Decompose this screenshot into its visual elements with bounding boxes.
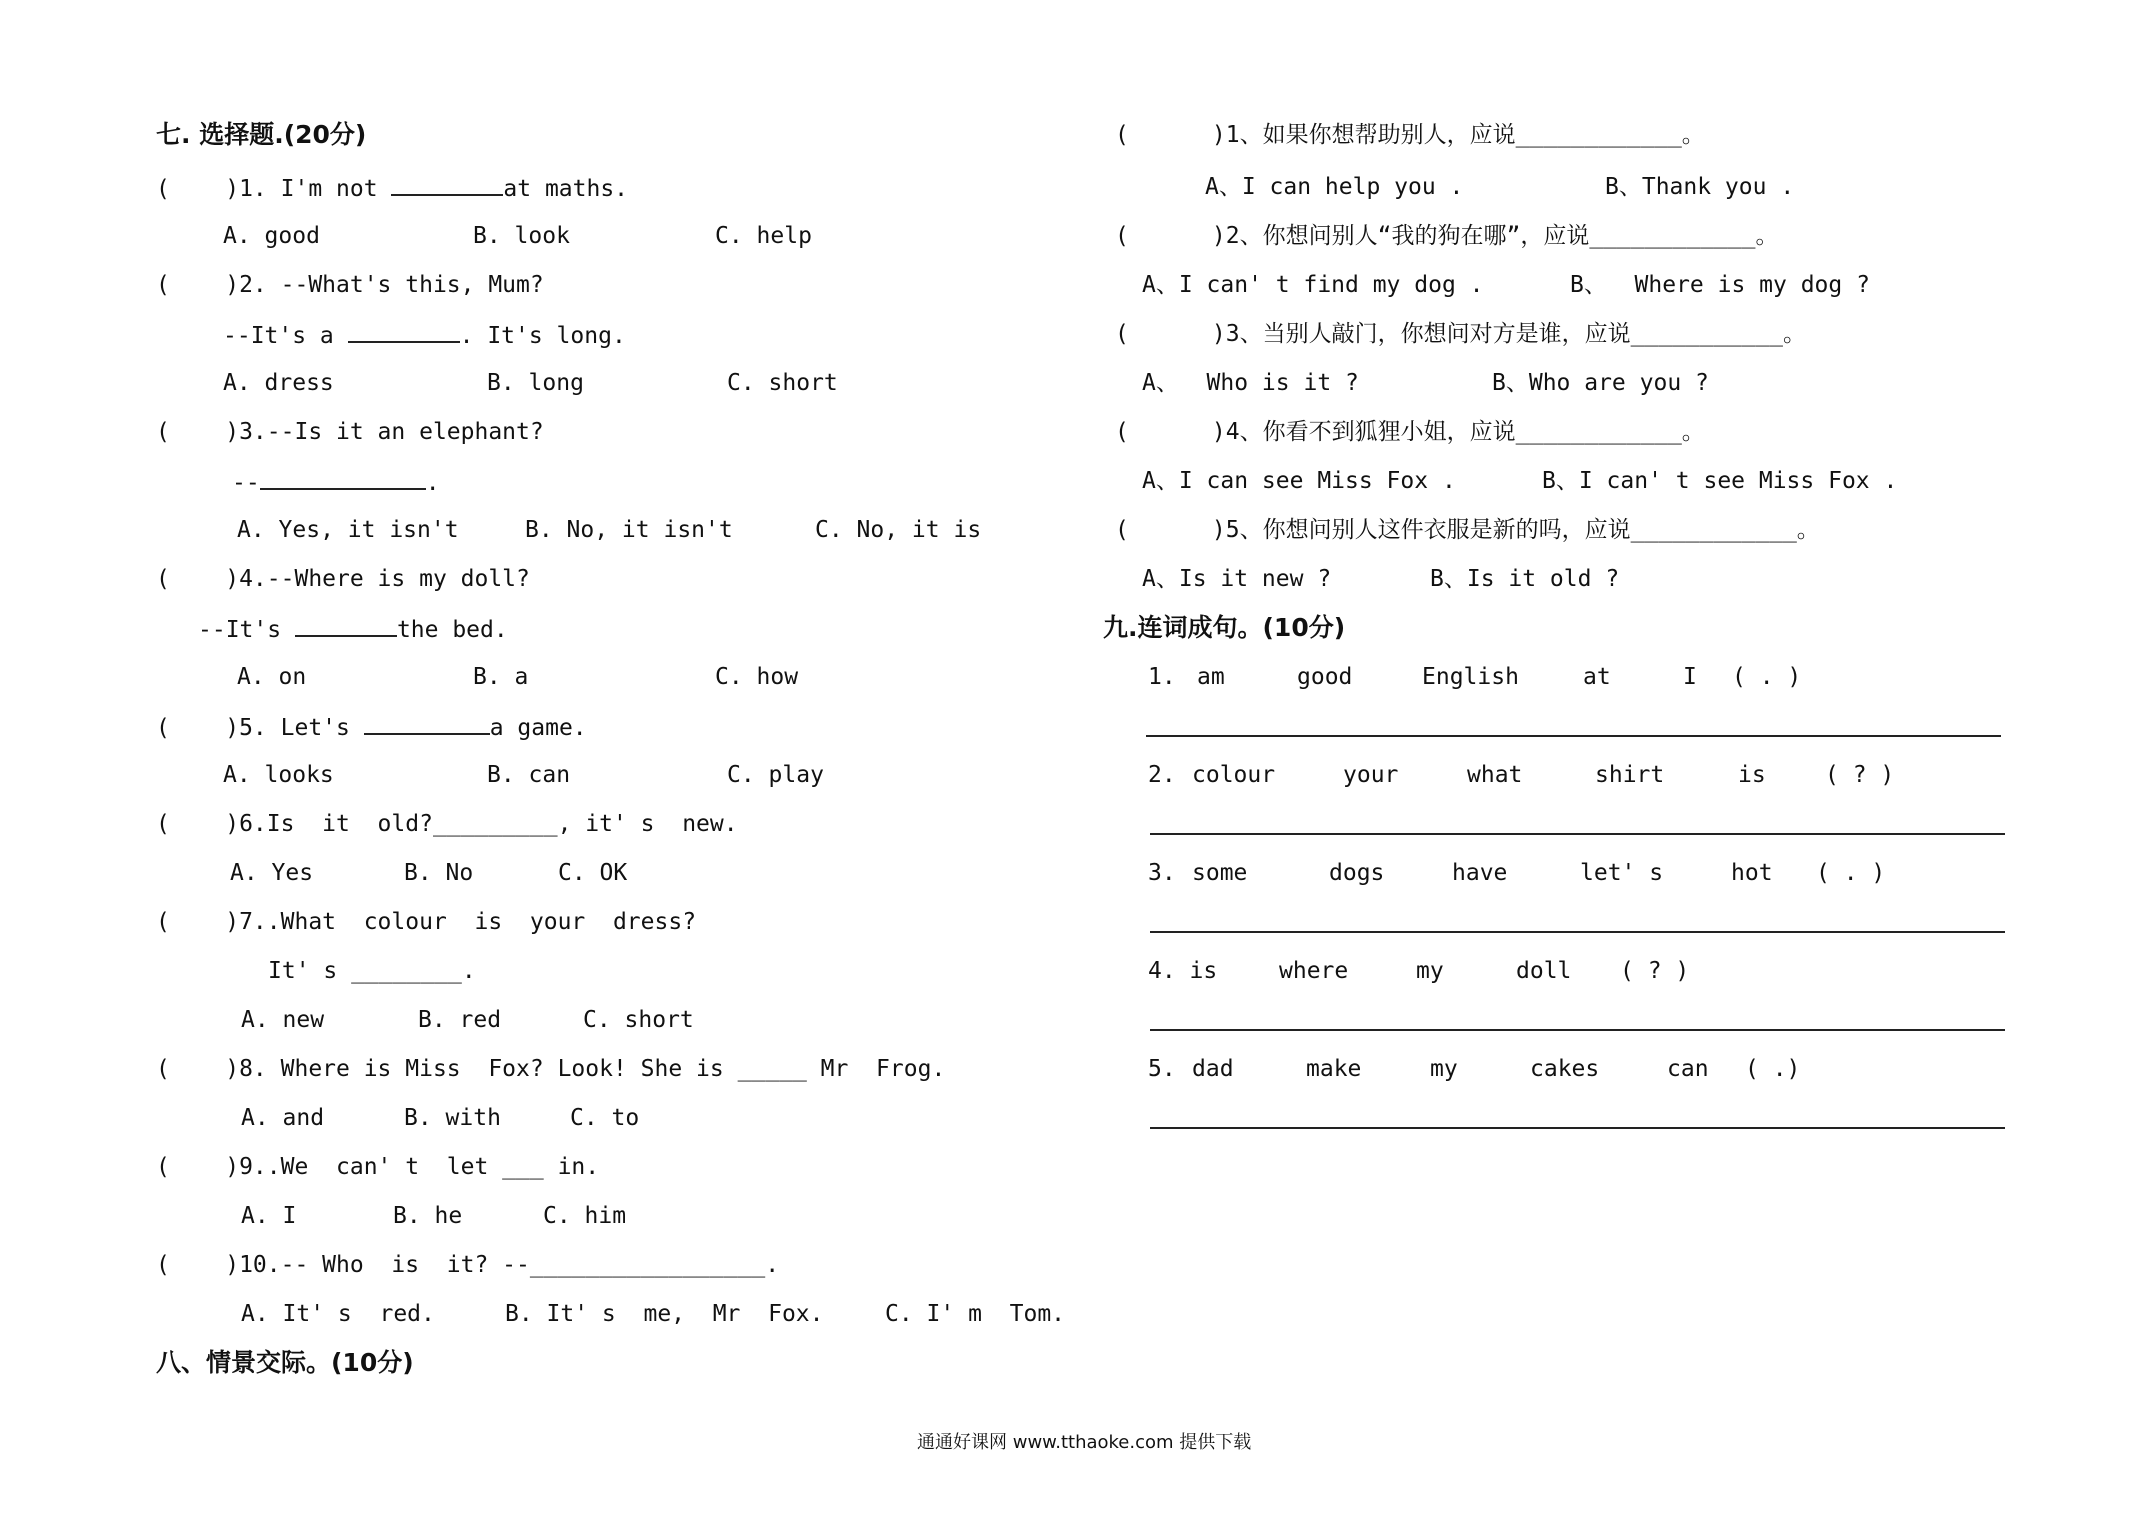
s4-option-a: A、I can see Miss Fox .: [1142, 468, 1456, 494]
s9-5-number: 5.: [1148, 1056, 1176, 1082]
s9-4-word: where: [1279, 958, 1349, 984]
s5-option-b: B、Is it old ?: [1430, 566, 1620, 592]
q9-option-a: A. I: [241, 1203, 297, 1229]
q4-option-b: B. a: [473, 664, 529, 690]
s9-4-word: my: [1416, 958, 1444, 984]
question-2: ( )2. --What's this, Mum?: [156, 272, 544, 298]
section-7-heading: 七. 选择题.(20分): [156, 120, 367, 149]
s9-2-word: your: [1343, 762, 1399, 788]
answer-blank[interactable]: [364, 711, 490, 735]
q8-option-c: C. to: [570, 1105, 640, 1131]
answer-line-1[interactable]: [1146, 735, 2001, 737]
s3-option-b: B、Who are you ?: [1492, 370, 1709, 396]
s9-1-word: am: [1197, 664, 1225, 690]
question-3: ( )3.--Is it an elephant?: [156, 419, 544, 445]
q5-option-b: B. can: [487, 762, 571, 788]
q8-option-b: B. with: [404, 1105, 501, 1131]
s9-3-number: 3.: [1148, 860, 1176, 886]
s9-2-word: is: [1738, 762, 1766, 788]
q2-option-b: B. long: [487, 370, 584, 396]
question-2-answer-line: --It's a . It's long.: [223, 319, 626, 351]
question-8: ( )8. Where is Miss Fox? Look! She is _____ Mr Frog.: [156, 1056, 946, 1082]
s9-2-number: 2.: [1148, 762, 1176, 788]
q5-option-c: C. play: [727, 762, 824, 788]
q7-option-a: A. new: [241, 1007, 325, 1033]
s9-3-punct: ( . ): [1816, 860, 1886, 886]
section-8-heading: 八、情景交际。(10分): [156, 1348, 414, 1377]
s9-1-punct: ( . ): [1732, 664, 1802, 690]
s9-2-word: shirt: [1595, 762, 1665, 788]
q10-option-c: C. I' m Tom.: [885, 1301, 1066, 1327]
s9-3-word: have: [1452, 860, 1508, 886]
q10-option-a: A. It' s red.: [241, 1301, 435, 1327]
situation-1: ( )1、如果你想帮助别人，应说____________。: [1115, 122, 1705, 148]
s9-5-word: dad: [1192, 1056, 1234, 1082]
q4-option-a: A. on: [237, 664, 307, 690]
answer-line-3[interactable]: [1150, 931, 2005, 933]
s9-5-word: make: [1306, 1056, 1362, 1082]
q6-option-b: B. No: [404, 860, 474, 886]
q10-option-b: B. It' s me, Mr Fox.: [505, 1301, 824, 1327]
s9-2-word: colour: [1192, 762, 1276, 788]
s9-2-word: what: [1467, 762, 1523, 788]
q6-option-c: C. OK: [558, 860, 628, 886]
s9-5-punct: ( .): [1745, 1056, 1801, 1082]
s9-5-word: can: [1667, 1056, 1709, 1082]
s9-1-word: at: [1583, 664, 1611, 690]
q2-option-c: C. short: [727, 370, 838, 396]
question-4-answer-line: --It's the bed.: [198, 613, 508, 645]
footer-source: 通通好课网 www.tthaoke.com 提供下载: [917, 1432, 1252, 1453]
s9-3-word: some: [1192, 860, 1248, 886]
question-4: ( )4.--Where is my doll?: [156, 566, 530, 592]
s9-4-number: 4. is: [1148, 958, 1218, 984]
q6-option-a: A. Yes: [230, 860, 314, 886]
situation-2: ( )2、你想问别人“我的狗在哪”，应说____________。: [1115, 223, 1779, 249]
s9-3-word: dogs: [1329, 860, 1385, 886]
question-6: ( )6.Is it old?_________, it' s new.: [156, 811, 738, 837]
q9-option-b: B. he: [393, 1203, 463, 1229]
question-7: ( )7..What colour is your dress?: [156, 909, 697, 935]
q7-option-b: B. red: [418, 1007, 502, 1033]
answer-line-2[interactable]: [1150, 833, 2005, 835]
situation-4: ( )4、你看不到狐狸小姐，应说____________。: [1115, 419, 1705, 445]
s9-1-word: English: [1422, 664, 1519, 690]
q3-option-b: B. No, it isn't: [525, 517, 733, 543]
q9-option-c: C. him: [543, 1203, 627, 1229]
s5-option-a: A、Is it new ?: [1142, 566, 1332, 592]
question-10: ( )10.-- Who is it? --_________________.: [156, 1252, 780, 1278]
q1-option-c: C. help: [715, 223, 812, 249]
answer-blank[interactable]: [391, 172, 503, 196]
s1-option-b: B、Thank you .: [1605, 174, 1795, 200]
situation-3: ( )3、当别人敲门，你想问对方是谁，应说___________。: [1115, 321, 1806, 347]
q7-option-c: C. short: [583, 1007, 694, 1033]
answer-blank[interactable]: [348, 319, 460, 343]
s9-5-word: cakes: [1530, 1056, 1600, 1082]
question-7-answer-line: It' s ________.: [268, 958, 476, 984]
question-1: ( )1. I'm not at maths.: [156, 172, 628, 204]
section-9-heading: 九.连词成句。(10分): [1103, 613, 1346, 642]
s1-option-a: A、I can help you .: [1205, 174, 1464, 200]
q1-option-a: A. good: [223, 223, 320, 249]
s9-3-word: hot: [1731, 860, 1773, 886]
question-5: ( )5. Let's a game.: [156, 711, 587, 743]
q5-option-a: A. looks: [223, 762, 334, 788]
q3-option-c: C. No, it is: [815, 517, 982, 543]
question-3-answer-line: -- .: [232, 466, 440, 498]
s2-option-a: A、I can' t find my dog .: [1142, 272, 1484, 298]
s9-3-word: let' s: [1580, 860, 1664, 886]
q2-option-a: A. dress: [223, 370, 334, 396]
s9-4-punct: ( ? ): [1620, 958, 1690, 984]
s9-1-word: I: [1683, 664, 1697, 690]
s9-5-word: my: [1430, 1056, 1458, 1082]
q4-option-c: C. how: [715, 664, 799, 690]
situation-5: ( )5、你想问别人这件衣服是新的吗，应说____________。: [1115, 517, 1820, 543]
answer-blank[interactable]: [260, 466, 426, 490]
s9-4-word: doll: [1516, 958, 1572, 984]
s2-option-b: B、 Where is my dog ?: [1570, 272, 1870, 298]
q3-option-a: A. Yes, it isn't: [237, 517, 459, 543]
q8-option-a: A. and: [241, 1105, 325, 1131]
s9-1-number: 1.: [1148, 664, 1176, 690]
s4-option-b: B、I can' t see Miss Fox .: [1542, 468, 1898, 494]
answer-blank[interactable]: [295, 613, 397, 637]
answer-line-5[interactable]: [1150, 1127, 2005, 1129]
question-9: ( )9..We can' t let ___ in.: [156, 1154, 600, 1180]
s9-2-punct: ( ? ): [1825, 762, 1895, 788]
s3-option-a: A、 Who is it ?: [1142, 370, 1359, 396]
s9-1-word: good: [1297, 664, 1353, 690]
q1-option-b: B. look: [473, 223, 570, 249]
answer-line-4[interactable]: [1150, 1029, 2005, 1031]
